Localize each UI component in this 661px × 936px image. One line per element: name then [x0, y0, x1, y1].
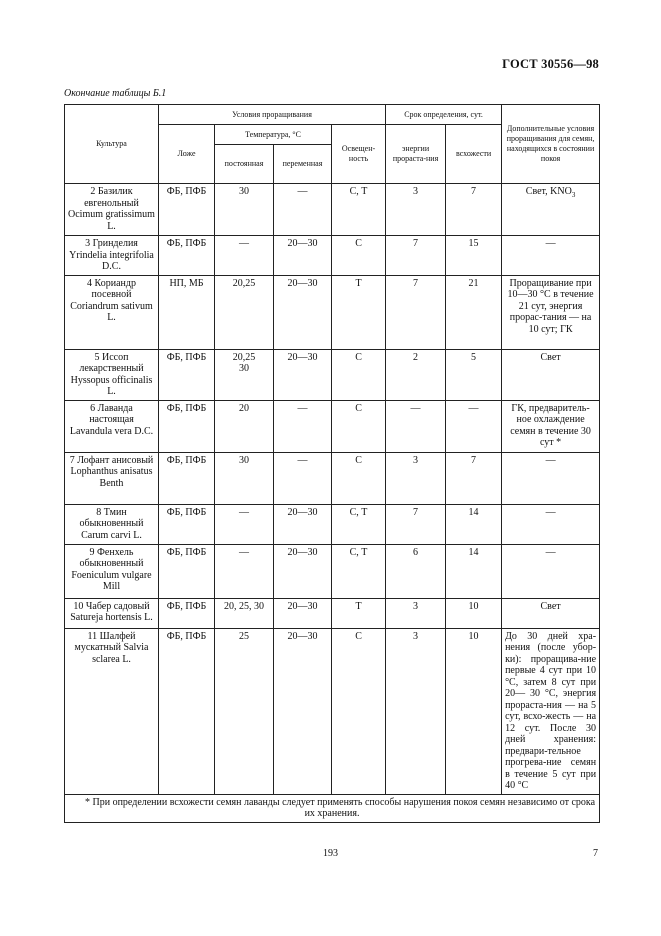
cell-temp-constant: 20: [215, 400, 274, 452]
table-row: [65, 275, 600, 349]
table-row: [65, 400, 600, 452]
header-culture: Культура: [65, 105, 159, 184]
cell-culture: 11 Шалфей мускатный Salvia sclarea L.: [65, 628, 159, 794]
cell-bed: ФБ, ПФБ: [159, 349, 215, 400]
cell-temp-constant: 20,25: [215, 275, 274, 349]
header-terms: Срок определения, сут.: [386, 105, 502, 125]
cell-energy: 6: [386, 544, 446, 598]
table-row: [65, 184, 600, 236]
cell-temp-variable: —: [274, 400, 332, 452]
cell-notes: Свет: [502, 349, 600, 400]
table-row: [65, 452, 600, 504]
cell-temp-variable: 20—30: [274, 504, 332, 544]
cell-germination: 7: [446, 184, 502, 236]
cell-notes: [502, 184, 600, 236]
cell-germination: 7: [446, 452, 502, 504]
cell-lighting: С: [332, 400, 386, 452]
cell-lighting: С, Т: [332, 544, 386, 598]
cell-temp-constant: 30: [215, 452, 274, 504]
cell-culture: 9 Фенхель обыкновенный Foeniculum vulgare Mill: [65, 544, 159, 598]
cell-notes: Свет: [502, 598, 600, 628]
header-germination-conditions: Условия проращивания: [159, 105, 386, 125]
cell-energy: 7: [386, 236, 446, 276]
header-variable: переменная: [274, 145, 332, 184]
table-row: [65, 349, 600, 400]
temp-constant-line-1: 20,25: [232, 351, 256, 363]
cell-energy: 7: [386, 504, 446, 544]
cell-culture: 7 Лофант анисовый Lophanthus anisatus Benth: [65, 452, 159, 504]
cell-germination: 10: [446, 628, 502, 794]
cell-temp-constant: 25: [215, 628, 274, 794]
page-number: 193: [323, 848, 338, 859]
cell-lighting: С: [332, 628, 386, 794]
cell-lighting: Т: [332, 598, 386, 628]
cell-temp-constant: —: [215, 504, 274, 544]
cell-bed: ФБ, ПФБ: [159, 184, 215, 236]
table-row: [65, 504, 600, 544]
header-lighting: Освещен-ность: [332, 125, 386, 184]
cell-germination: 14: [446, 504, 502, 544]
cell-germination: 10: [446, 598, 502, 628]
cell-temp-variable: 20—30: [274, 598, 332, 628]
cell-notes: До 30 дней хра-нения (после убор-ки): проращива-ние первые 4 сут при 10 °С, затем 8 сут при 20— 30 °С, энергия прораста-ния — на 5 сут, всхо-жесть — на 12 сут. После 30 дней хранения: предвари-тельное прогрева-ние семян в течение 5 сут при 40 °С: [502, 628, 600, 794]
cell-bed: ФБ, ПФБ: [159, 504, 215, 544]
cell-energy: 7: [386, 275, 446, 349]
cell-notes: ГК, предваритель-ное охлаждение семян в течение 30 сут *: [502, 400, 600, 452]
cell-bed: НП, МБ: [159, 275, 215, 349]
cell-temp-variable: —: [274, 184, 332, 236]
header-energy: энергии прораста-ния: [386, 125, 446, 184]
cell-lighting: С, Т: [332, 504, 386, 544]
cell-germination: 21: [446, 275, 502, 349]
cell-bed: ФБ, ПФБ: [159, 236, 215, 276]
cell-notes: —: [502, 452, 600, 504]
cell-lighting: С: [332, 452, 386, 504]
temp-constant-line-2: 30: [239, 363, 249, 374]
cell-notes: —: [502, 504, 600, 544]
cell-notes: Проращивание при 10—30 °С в течение 21 сут, энергия прорас-тания — на 10 сут; ГК: [502, 275, 600, 349]
cell-energy: 3: [386, 184, 446, 236]
notes-subscript: 3: [571, 191, 576, 199]
table-row: [65, 236, 600, 276]
cell-temp-variable: 20—30: [274, 628, 332, 794]
header-temperature: Температура, °С: [215, 125, 332, 145]
cell-lighting: Т: [332, 275, 386, 349]
cell-bed: ФБ, ПФБ: [159, 628, 215, 794]
cell-bed: ФБ, ПФБ: [159, 544, 215, 598]
cell-energy: 2: [386, 349, 446, 400]
cell-culture: 6 Лаванда настоящая Lavandula vera D.C.: [65, 400, 159, 452]
cell-germination: 14: [446, 544, 502, 598]
cell-culture: 5 Иссоп лекарственный Hyssopus officinalis L.: [65, 349, 159, 400]
cell-culture: 10 Чабер садовый Satureja hortensis L.: [65, 598, 159, 628]
table-footnote: * При определении всхожести семян лаванды следует применять способы нарушения покоя семян независимо от срока их хранения.: [65, 794, 600, 822]
cell-temp-variable: 20—30: [274, 275, 332, 349]
cell-germination: 5: [446, 349, 502, 400]
table-row: [65, 598, 600, 628]
header-constant: постоянная: [215, 145, 274, 184]
germination-table: [64, 104, 600, 823]
footnote-row: [65, 794, 600, 822]
cell-lighting: С: [332, 349, 386, 400]
cell-energy: —: [386, 400, 446, 452]
cell-notes: —: [502, 544, 600, 598]
cell-temp-variable: 20—30: [274, 544, 332, 598]
cell-notes: —: [502, 236, 600, 276]
table-row: [65, 544, 600, 598]
cell-temp-constant: [215, 349, 274, 400]
cell-temp-variable: 20—30: [274, 236, 332, 276]
cell-culture: 8 Тмин обыкновенный Carum carvi L.: [65, 504, 159, 544]
cell-germination: 15: [446, 236, 502, 276]
header-additional-conditions: Дополнительные условия проращивания для семян, находящихся в состоянии покоя: [502, 105, 600, 184]
cell-lighting: С, Т: [332, 184, 386, 236]
cell-bed: ФБ, ПФБ: [159, 452, 215, 504]
document-id: ГОСТ 30556—98: [502, 57, 599, 71]
notes-text: Свет, KNO: [525, 186, 572, 197]
cell-culture: 2 Базилик евгенольный Ocimum gratissimum L.: [65, 184, 159, 236]
header-germination: всхожести: [446, 125, 502, 184]
cell-energy: 3: [386, 452, 446, 504]
cell-temp-constant: 30: [215, 184, 274, 236]
cell-germination: —: [446, 400, 502, 452]
cell-lighting: С: [332, 236, 386, 276]
cell-culture: 3 Гринделия Yrindelia integrifolia D.C.: [65, 236, 159, 276]
cell-culture: 4 Кориандр посевной Coriandrum sativum L.: [65, 275, 159, 349]
cell-temp-variable: —: [274, 452, 332, 504]
table-row: [65, 628, 600, 794]
cell-temp-constant: —: [215, 544, 274, 598]
cell-temp-variable: 20—30: [274, 349, 332, 400]
cell-bed: ФБ, ПФБ: [159, 400, 215, 452]
cell-bed: ФБ, ПФБ: [159, 598, 215, 628]
header-bed: Ложе: [159, 125, 215, 184]
sheet-number: 7: [593, 848, 598, 859]
table-caption: Окончание таблицы Б.1: [64, 88, 167, 99]
cell-energy: 3: [386, 628, 446, 794]
cell-energy: 3: [386, 598, 446, 628]
cell-temp-constant: 20, 25, 30: [215, 598, 274, 628]
cell-temp-constant: —: [215, 236, 274, 276]
